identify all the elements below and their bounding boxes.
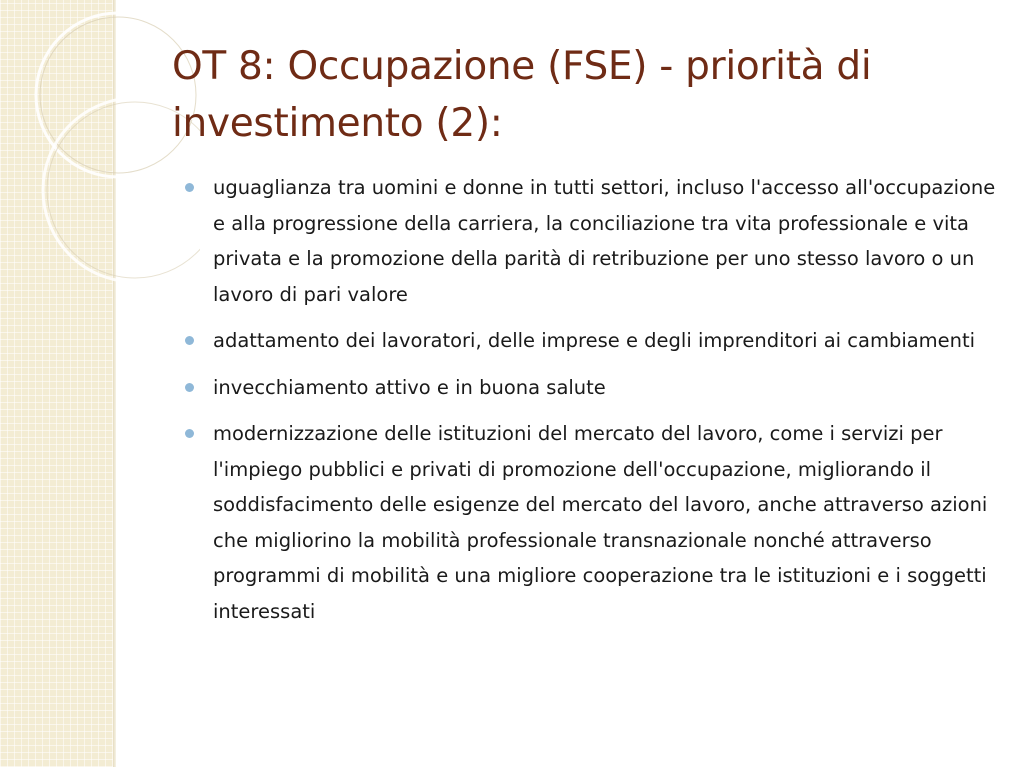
side-panel [0, 0, 113, 767]
slide-title: OT 8: Occupazione (FSE) - priorità di investimento (2): [172, 44, 872, 146]
list-item [185, 170, 1000, 312]
bullet-text: adattamento dei lavoratori, delle imprese e degli imprenditori ai cambiamenti [213, 329, 976, 352]
bullet-dot-icon [185, 383, 194, 392]
side-panel-edge [113, 0, 116, 767]
bullet-text: modernizzazione delle istituzioni del mercato del lavoro, come i servizi per l'impiego pubblici e privati di promozione dell'occupazione, migliorando il soddisfacimento delle esigenze del mercato del lavoro, anche attraverso azioni che migliorino la mobilità professionale transnazionale nonché attraverso programmi di mobilità e una migliore cooperazione tra le istituzioni e i soggetti interessati [213, 422, 988, 623]
bullet-list [185, 170, 1000, 640]
bullet-dot-icon [185, 183, 194, 192]
list-item [185, 370, 1000, 406]
bullet-text: uguaglianza tra uomini e donne in tutti settori, incluso l'accesso all'occupazione e alla progressione della carriera, la conciliazione tra vita professionale e vita privata e la promozione della parità di retribuzione per uno stesso lavoro o un lavoro di pari valore [213, 176, 996, 306]
bullet-dot-icon [185, 429, 194, 438]
bullet-dot-icon [185, 336, 194, 345]
list-item [185, 323, 1000, 359]
list-item [185, 416, 1000, 629]
bullet-text: invecchiamento attivo e in buona salute [213, 375, 606, 399]
